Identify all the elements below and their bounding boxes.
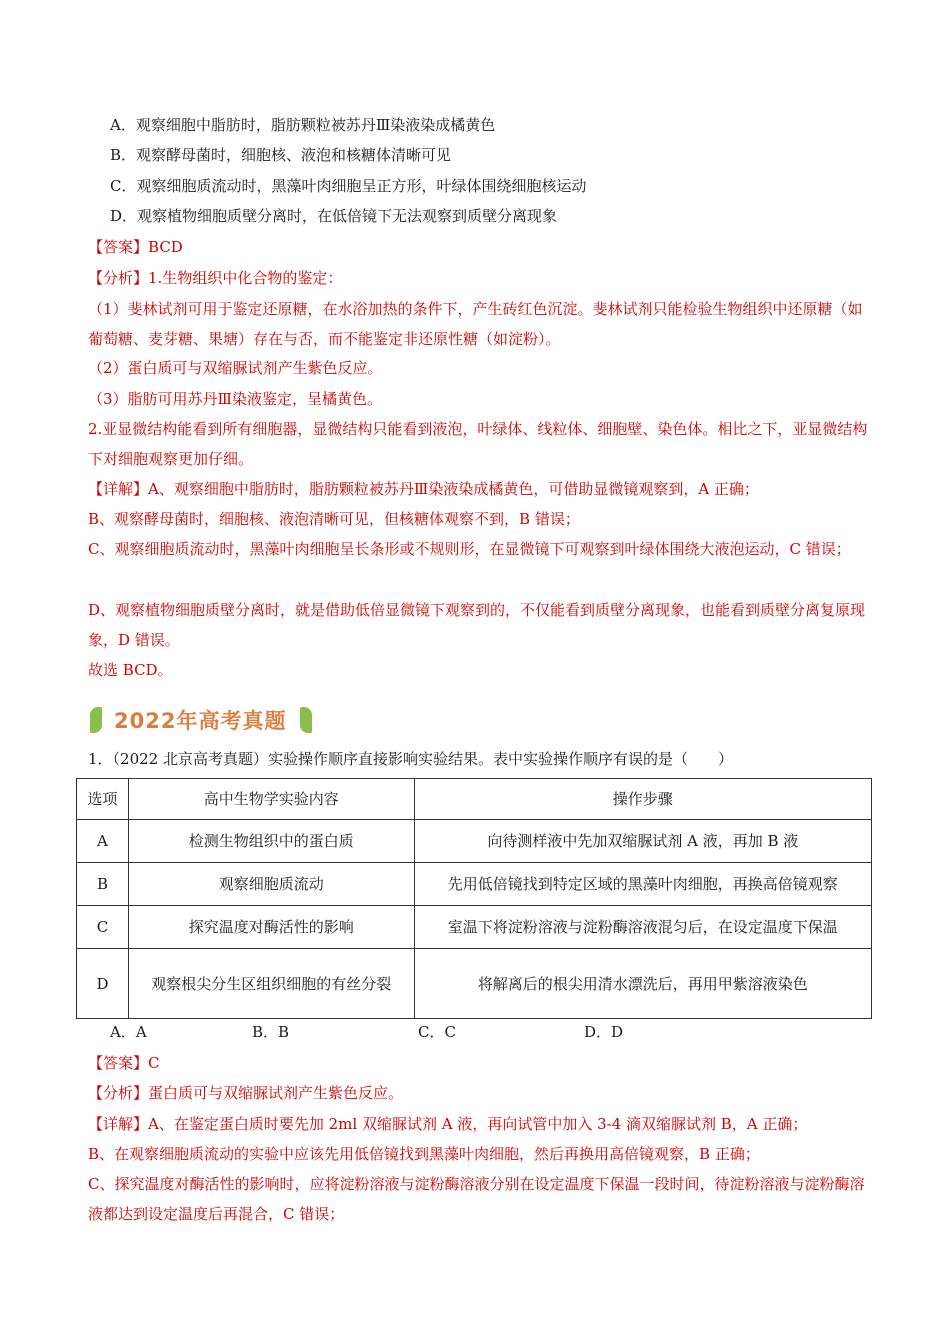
conclusion-line: 故选 BCD。 — [88, 661, 173, 679]
table-cell: 观察根尖分生区组织细胞的有丝分裂 — [128, 949, 414, 1019]
table-header-row — [77, 779, 872, 820]
choice-c: C．C — [418, 1023, 456, 1041]
table-cell: 先用低倍镜找到特定区域的黑藻叶肉细胞，再换高倍镜观察 — [414, 863, 871, 906]
q-analysis-text: 蛋白质可与双缩脲试剂产生紫色反应。 — [148, 1084, 404, 1102]
option-a: A．观察细胞中脂肪时，脂肪颗粒被苏丹Ⅲ染液染成橘黄色 — [110, 116, 496, 134]
table-cell: 向待测样液中先加双缩脲试剂 A 液，再加 B 液 — [414, 820, 871, 863]
detail-text-a: A、观察细胞中脂肪时，脂肪颗粒被苏丹Ⅲ染液染成橘黄色，可借助显微镜观察到，A 正确； — [148, 480, 759, 498]
q-answer-value: C — [148, 1054, 160, 1072]
option-d: D．观察植物细胞质壁分离时，在低倍镜下无法观察到质壁分离现象 — [110, 207, 558, 225]
table-row — [77, 949, 872, 1019]
analysis-tag: 【分析】 — [88, 269, 149, 287]
q-answer-line — [88, 1053, 160, 1073]
option-c: C．观察细胞质流动时，黑藻叶肉细胞呈正方形，叶绿体围绕细胞核运动 — [110, 177, 587, 195]
choice-a: A．A — [110, 1023, 147, 1041]
table-row — [77, 906, 872, 949]
table-row — [77, 863, 872, 906]
detail-paragraph-d: D、观察植物细胞质壁分离时，就是借助低倍显微镜下观察到的，不仅能看到质壁分离现象，也能看到质壁分离复原现象，D 错误。 — [88, 601, 866, 649]
answer-value: BCD — [148, 238, 183, 256]
analysis-paragraph-5: 2.亚显微结构能看到所有细胞器，显微结构只能看到液泡，叶绿体、线粒体、细胞壁、染色体。相比之下，亚显微结构下对细胞观察更加仔细。 — [88, 420, 868, 468]
table-row — [77, 820, 872, 863]
answer-line — [88, 237, 183, 257]
option-b: B．观察酵母菌时，细胞核、液泡和核糖体清晰可见 — [110, 146, 452, 164]
header-content: 高中生物学实验内容 — [128, 779, 414, 820]
section-banner — [90, 703, 312, 737]
table-cell: 室温下将淀粉溶液与淀粉酶溶液混匀后，在设定温度下保温 — [414, 906, 871, 949]
table-cell: 观察细胞质流动 — [128, 863, 414, 906]
table-cell: B — [77, 863, 129, 906]
analysis-line-3: （2）蛋白质可与双缩脲试剂产生紫色反应。 — [88, 359, 383, 377]
q-detail-tag: 【详解】 — [88, 1115, 149, 1133]
table-cell: 将解离后的根尖用清水漂洗后，再用甲紫溶液染色 — [414, 949, 871, 1019]
analysis-paragraph-2: （1）斐林试剂可用于鉴定还原糖，在水浴加热的条件下，产生砖红色沉淀。斐林试剂只能检验生物组织中还原糖（如葡萄糖、麦芽糖、果塘）存在与否，而不能鉴定非还原性糖（如淀粉）。 — [88, 300, 863, 348]
q-detail-line-a — [88, 1114, 807, 1134]
analysis-text-1: 1.生物组织中化合物的鉴定： — [148, 269, 343, 287]
leaf-right-icon — [300, 707, 312, 733]
analysis-line-1 — [88, 268, 342, 288]
q-answer-tag: 【答案】 — [88, 1054, 149, 1072]
answer-tag: 【答案】 — [88, 238, 149, 256]
header-option: 选项 — [77, 779, 129, 820]
q-detail-text-a: A、在鉴定蛋白质时要先加 2ml 双缩脲试剂 A 液，再向试管中加入 3-4 滴双缩脲试剂 B，A 正确； — [148, 1115, 808, 1133]
table-cell: 探究温度对酶活性的影响 — [128, 906, 414, 949]
choice-d: D．D — [584, 1023, 624, 1041]
detail-tag: 【详解】 — [88, 480, 149, 498]
detail-paragraph-c: C、观察细胞质流动时，黑藻叶肉细胞呈长条形或不规则形，在显微镜下可观察到叶绿体围绕大液泡运动，C 错误； — [88, 540, 851, 558]
detail-line-b: B、观察酵母菌时，细胞核、液泡清晰可见，但核糖体观察不到，B 错误； — [88, 510, 580, 528]
table-cell: A — [77, 820, 129, 863]
question-stem: 1．（2022 北京高考真题）实验操作顺序直接影响实验结果。表中实验操作顺序有误的是（ ） — [88, 750, 733, 768]
table-cell: 检测生物组织中的蛋白质 — [128, 820, 414, 863]
table-cell: D — [77, 949, 129, 1019]
section-title: 2022年高考真题 — [114, 709, 287, 733]
table-cell: C — [77, 906, 129, 949]
q-analysis-tag: 【分析】 — [88, 1084, 149, 1102]
experiment-table — [76, 778, 872, 1019]
q-analysis-line — [88, 1083, 403, 1103]
analysis-line-4: （3）脂肪可用苏丹Ⅲ染液鉴定，呈橘黄色。 — [88, 390, 383, 408]
detail-line-a — [88, 479, 759, 499]
q-detail-line-b: B、在观察细胞质流动的实验中应该先用低倍镜找到黑藻叶肉细胞，然后再换用高倍镜观察，B 正确； — [88, 1145, 760, 1163]
header-steps: 操作步骤 — [414, 779, 871, 820]
leaf-left-icon — [90, 707, 102, 733]
q-detail-paragraph-c: C、探究温度对酶活性的影响时，应将淀粉溶液与淀粉酶溶液分别在设定温度下保温一段时间，待淀粉溶液与淀粉酶溶液都达到设定温度后再混合，C 错误； — [88, 1175, 865, 1223]
choice-b: B．B — [252, 1023, 290, 1041]
